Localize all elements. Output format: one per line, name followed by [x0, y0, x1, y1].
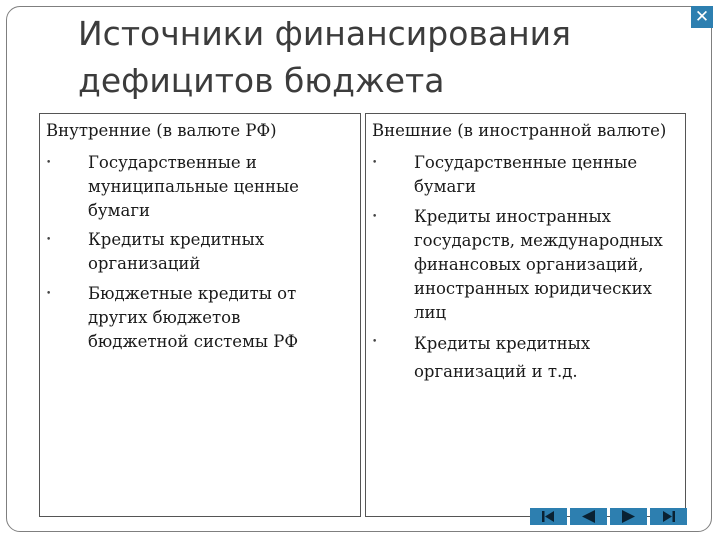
title-line-1: Источники финансирования — [78, 14, 571, 53]
list-item-text: Кредиты кредитных организаций и т.д. — [414, 334, 591, 381]
bullet-icon: • — [372, 158, 378, 168]
first-slide-icon — [530, 508, 567, 525]
previous-slide-icon — [570, 508, 607, 525]
list-item-text: Кредиты иностранных государств, международных финансовых организаций, иностранных юридических лиц — [414, 207, 663, 322]
external-sources-column — [365, 113, 686, 517]
title-line-2: дефицитов бюджета — [78, 61, 445, 100]
next-slide-button[interactable] — [610, 508, 647, 525]
bullet-icon: • — [372, 337, 378, 347]
last-slide-button[interactable] — [650, 508, 687, 525]
internal-column-header: Внутренние (в валюте РФ) — [46, 121, 277, 140]
bullet-icon: • — [46, 235, 52, 245]
list-item-text: Государственные ценные бумаги — [414, 153, 638, 196]
next-slide-icon — [610, 508, 647, 525]
previous-slide-button[interactable] — [570, 508, 607, 525]
bullet-icon: • — [46, 289, 52, 299]
external-column-header: Внешние (в иностранной валюте) — [372, 121, 667, 140]
internal-sources-column — [39, 113, 361, 517]
list-item-text: Государственные и муниципальные ценные бумаги — [88, 153, 299, 220]
list-item-text: Бюджетные кредиты от других бюджетов бюджетной системы РФ — [88, 284, 299, 351]
list-item-text: Кредиты кредитных организаций — [88, 230, 265, 273]
slide-title — [78, 10, 638, 104]
close-icon: ✕ — [694, 7, 710, 27]
first-slide-button[interactable] — [530, 508, 567, 525]
bullet-icon: • — [372, 212, 378, 222]
close-button[interactable] — [691, 6, 713, 28]
bullet-icon: • — [46, 158, 52, 168]
last-slide-icon — [650, 508, 687, 525]
